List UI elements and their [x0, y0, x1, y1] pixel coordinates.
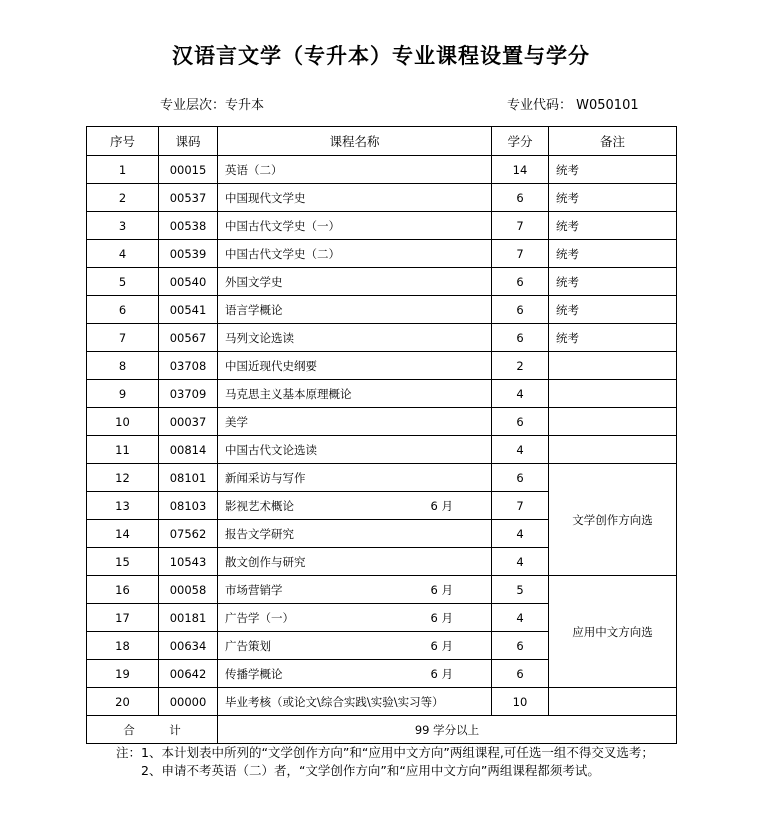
row-code: 00540	[159, 268, 218, 296]
row-credit: 6	[492, 324, 549, 352]
row-course-name	[218, 548, 492, 576]
table-row	[87, 240, 677, 268]
exam-month: 6 月	[430, 498, 453, 513]
course-name-text: 传播学概论	[225, 666, 283, 681]
row-course-name	[218, 520, 492, 548]
row-code: 00539	[159, 240, 218, 268]
row-credit: 10	[492, 688, 549, 716]
row-course-name	[218, 296, 492, 324]
row-note: 统考	[549, 268, 677, 296]
row-no: 3	[87, 212, 159, 240]
row-no: 5	[87, 268, 159, 296]
row-note: 统考	[549, 184, 677, 212]
page-title: 汉语言文学（专升本）专业课程设置与学分	[172, 43, 590, 68]
row-credit: 4	[492, 436, 549, 464]
course-name-text: 影视艺术概论	[225, 498, 294, 513]
row-code: 10543	[159, 548, 218, 576]
table-row	[87, 268, 677, 296]
header-course-name: 课程名称	[218, 127, 492, 156]
total-row	[87, 716, 677, 744]
table-row	[87, 184, 677, 212]
row-no: 16	[87, 576, 159, 604]
row-no: 11	[87, 436, 159, 464]
row-course-name	[218, 324, 492, 352]
row-course-name	[218, 212, 492, 240]
row-code: 00537	[159, 184, 218, 212]
row-note	[549, 408, 677, 436]
row-note: 统考	[549, 156, 677, 184]
course-name-text: 美学	[225, 414, 248, 429]
row-credit: 6	[492, 268, 549, 296]
table-row	[87, 324, 677, 352]
program-level: 专业层次：专升本	[160, 98, 265, 113]
course-name-text: 散文创作与研究	[225, 554, 306, 569]
row-code: 00181	[159, 604, 218, 632]
row-course-name	[218, 436, 492, 464]
row-no: 20	[87, 688, 159, 716]
course-name-text: 英语（二）	[225, 162, 283, 177]
row-course-name	[218, 660, 492, 688]
exam-month: 6 月	[430, 610, 453, 625]
row-no: 19	[87, 660, 159, 688]
row-code: 00541	[159, 296, 218, 324]
row-no: 14	[87, 520, 159, 548]
row-no: 2	[87, 184, 159, 212]
row-course-name	[218, 688, 492, 716]
row-course-name	[218, 632, 492, 660]
course-name-text: 语言学概论	[225, 302, 283, 317]
row-credit: 6	[492, 660, 549, 688]
row-code: 03708	[159, 352, 218, 380]
row-code: 08103	[159, 492, 218, 520]
row-code: 03709	[159, 380, 218, 408]
row-course-name	[218, 156, 492, 184]
footnotes	[116, 745, 676, 779]
group-note-creative: 文学创作方向选	[549, 464, 677, 576]
table-row	[87, 352, 677, 380]
table-row	[87, 408, 677, 436]
program-code: 专业代码： W050101	[507, 98, 639, 113]
course-name-text: 毕业考核（或论文\综合实践\实验\实习等）	[225, 694, 444, 709]
row-code: 00037	[159, 408, 218, 436]
row-credit: 7	[492, 492, 549, 520]
row-credit: 4	[492, 380, 549, 408]
row-code: 00814	[159, 436, 218, 464]
row-course-name	[218, 240, 492, 268]
exam-month: 6 月	[430, 582, 453, 597]
table-row	[87, 576, 677, 604]
table-row	[87, 296, 677, 324]
exam-month: 6 月	[430, 638, 453, 653]
row-note	[549, 688, 677, 716]
row-code: 00538	[159, 212, 218, 240]
course-name-text: 广告学（一）	[225, 610, 294, 625]
row-no: 8	[87, 352, 159, 380]
total-value: 99 学分以上	[218, 716, 677, 744]
table-row	[87, 436, 677, 464]
row-credit: 6	[492, 296, 549, 324]
course-name-text: 中国古代文学史（一）	[225, 218, 340, 233]
row-note: 统考	[549, 324, 677, 352]
course-name-text: 广告策划	[225, 638, 271, 653]
table-row	[87, 688, 677, 716]
row-code: 00058	[159, 576, 218, 604]
row-credit: 5	[492, 576, 549, 604]
row-credit: 6	[492, 408, 549, 436]
row-code: 07562	[159, 520, 218, 548]
table-body	[87, 156, 677, 744]
row-code: 08101	[159, 464, 218, 492]
course-name-text: 外国文学史	[225, 274, 283, 289]
total-label: 合 计	[87, 716, 218, 744]
row-course-name	[218, 380, 492, 408]
row-course-name	[218, 464, 492, 492]
table-row	[87, 212, 677, 240]
row-code: 00642	[159, 660, 218, 688]
table-row	[87, 464, 677, 492]
course-name-text: 报告文学研究	[225, 526, 294, 541]
course-name-text: 市场营销学	[225, 582, 283, 597]
course-name-text: 中国现代文学史	[225, 190, 306, 205]
header-no: 序号	[87, 127, 159, 156]
row-code: 00634	[159, 632, 218, 660]
row-no: 10	[87, 408, 159, 436]
header-credit: 学分	[492, 127, 549, 156]
row-credit: 6	[492, 184, 549, 212]
row-no: 6	[87, 296, 159, 324]
row-credit: 6	[492, 632, 549, 660]
row-credit: 4	[492, 548, 549, 576]
row-no: 13	[87, 492, 159, 520]
footnote-1: 注：1、本计划表中所列的“文学创作方向”和“应用中文方向”两组课程,可任选一组不得交叉选考；	[116, 745, 654, 760]
row-credit: 14	[492, 156, 549, 184]
row-credit: 7	[492, 240, 549, 268]
row-no: 7	[87, 324, 159, 352]
row-no: 1	[87, 156, 159, 184]
row-code: 00000	[159, 688, 218, 716]
row-note: 统考	[549, 296, 677, 324]
course-name-text: 中国近现代史纲要	[225, 358, 317, 373]
row-credit: 2	[492, 352, 549, 380]
course-name-text: 马克思主义基本原理概论	[225, 386, 352, 401]
row-note: 统考	[549, 212, 677, 240]
row-course-name	[218, 408, 492, 436]
table-row	[87, 380, 677, 408]
row-no: 18	[87, 632, 159, 660]
footnote-2: 2、申请不考英语（二）者，“文学创作方向”和“应用中文方向”两组课程都须考试。	[141, 763, 600, 778]
row-code: 00015	[159, 156, 218, 184]
row-no: 4	[87, 240, 159, 268]
table-header-row	[87, 127, 677, 156]
course-name-text: 马列文论选读	[225, 330, 294, 345]
row-course-name	[218, 268, 492, 296]
course-table	[86, 126, 677, 744]
row-no: 17	[87, 604, 159, 632]
row-credit: 6	[492, 464, 549, 492]
row-note	[549, 436, 677, 464]
row-credit: 4	[492, 520, 549, 548]
row-code: 00567	[159, 324, 218, 352]
exam-month: 6 月	[430, 666, 453, 681]
row-course-name	[218, 604, 492, 632]
course-name-text: 中国古代文论选读	[225, 442, 317, 457]
header-code: 课码	[159, 127, 218, 156]
row-note: 统考	[549, 240, 677, 268]
table-row	[87, 156, 677, 184]
row-no: 12	[87, 464, 159, 492]
row-course-name	[218, 184, 492, 212]
row-course-name	[218, 576, 492, 604]
row-course-name	[218, 352, 492, 380]
row-no: 9	[87, 380, 159, 408]
course-name-text: 中国古代文学史（二）	[225, 246, 340, 261]
course-name-text: 新闻采访与写作	[225, 470, 306, 485]
row-no: 15	[87, 548, 159, 576]
header-note: 备注	[549, 127, 677, 156]
row-note	[549, 380, 677, 408]
group-note-applied: 应用中文方向选	[549, 576, 677, 688]
row-course-name	[218, 492, 492, 520]
row-credit: 7	[492, 212, 549, 240]
row-credit: 4	[492, 604, 549, 632]
row-note	[549, 352, 677, 380]
